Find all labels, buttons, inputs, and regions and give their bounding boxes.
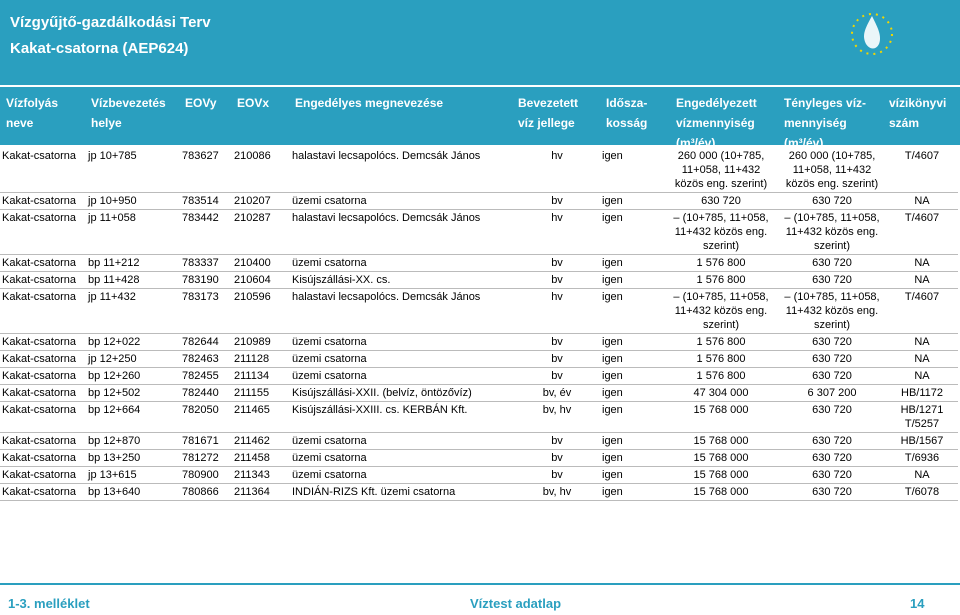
cell-place: jp 13+615	[86, 467, 180, 484]
cell-y: 783190	[180, 272, 232, 289]
cell-period: igen	[600, 368, 664, 385]
cell-y: 783173	[180, 289, 232, 334]
cell-allowed: 1 576 800	[664, 368, 778, 385]
cell-y: 782050	[180, 402, 232, 433]
cell-name: Kakat-csatorna	[0, 402, 86, 433]
cell-owner: üzemi csatorna	[290, 433, 514, 450]
cell-actual: 630 720	[778, 351, 886, 368]
cell-period: igen	[600, 484, 664, 501]
cell-period: igen	[600, 467, 664, 484]
cell-book: NA	[886, 368, 958, 385]
water-drop-logo-icon	[844, 6, 900, 62]
footer-annex: 1-3. melléklet	[8, 596, 90, 611]
col-header-bevezetes: Vízbevezetés helye	[91, 96, 166, 130]
cell-allowed: 15 768 000	[664, 450, 778, 467]
cell-book: T/4607	[886, 289, 958, 334]
cell-place: bp 12+870	[86, 433, 180, 450]
cell-y: 781671	[180, 433, 232, 450]
cell-x: 211364	[232, 484, 290, 501]
cell-type: bv, év	[514, 385, 600, 402]
table-row	[0, 467, 958, 484]
col-header-eovy: EOVy	[185, 96, 217, 110]
cell-owner: halastavi lecsapolócs. Demcsák János	[290, 148, 514, 193]
cell-allowed: 15 768 000	[664, 467, 778, 484]
cell-name: Kakat-csatorna	[0, 385, 86, 402]
cell-x: 210596	[232, 289, 290, 334]
cell-allowed: 1 576 800	[664, 351, 778, 368]
cell-period: igen	[600, 148, 664, 193]
cell-book: T/4607	[886, 148, 958, 193]
cell-place: jp 12+250	[86, 351, 180, 368]
cell-period: igen	[600, 255, 664, 272]
cell-actual: 630 720	[778, 272, 886, 289]
cell-actual: 630 720	[778, 467, 886, 484]
cell-type: bv	[514, 450, 600, 467]
cell-name: Kakat-csatorna	[0, 148, 86, 193]
cell-y: 782440	[180, 385, 232, 402]
cell-period: igen	[600, 450, 664, 467]
cell-place: bp 13+250	[86, 450, 180, 467]
cell-x: 210207	[232, 193, 290, 210]
footer-title: Víztest adatlap	[470, 596, 562, 611]
cell-allowed: 15 768 000	[664, 484, 778, 501]
cell-book: HB/1271 T/5257	[886, 402, 958, 433]
cell-x: 210086	[232, 148, 290, 193]
col-header-vizfolyas: Vízfolyás neve	[6, 96, 59, 130]
col-header-megnevezes: Engedélyes megnevezése	[295, 96, 444, 110]
cell-actual: 630 720	[778, 433, 886, 450]
cell-allowed: – (10+785, 11+058, 11+432 közös eng. szerint)	[664, 289, 778, 334]
cell-place: bp 12+260	[86, 368, 180, 385]
cell-type: bv	[514, 368, 600, 385]
table-row	[0, 272, 958, 289]
table-row	[0, 351, 958, 368]
cell-book: HB/1172	[886, 385, 958, 402]
col-header-bevezetett: Bevezetett víz jellege	[518, 96, 579, 130]
table-row	[0, 255, 958, 272]
table-row	[0, 193, 958, 210]
cell-type: bv, hv	[514, 402, 600, 433]
cell-y: 782644	[180, 334, 232, 351]
cell-book: NA	[886, 255, 958, 272]
cell-y: 783442	[180, 210, 232, 255]
cell-place: bp 13+640	[86, 484, 180, 501]
cell-owner: üzemi csatorna	[290, 368, 514, 385]
page-header	[0, 0, 960, 85]
cell-actual: – (10+785, 11+058, 11+432 közös eng. szerint)	[778, 289, 886, 334]
cell-x: 210400	[232, 255, 290, 272]
cell-x: 211128	[232, 351, 290, 368]
cell-place: jp 10+950	[86, 193, 180, 210]
cell-owner: üzemi csatorna	[290, 255, 514, 272]
col-header-vizikonyv: vízikönyvi szám	[889, 96, 947, 130]
cell-name: Kakat-csatorna	[0, 210, 86, 255]
cell-actual: 630 720	[778, 334, 886, 351]
table-row	[0, 402, 958, 433]
cell-name: Kakat-csatorna	[0, 351, 86, 368]
cell-type: bv	[514, 351, 600, 368]
cell-owner: üzemi csatorna	[290, 450, 514, 467]
cell-allowed: 15 768 000	[664, 433, 778, 450]
cell-owner: üzemi csatorna	[290, 351, 514, 368]
cell-period: igen	[600, 402, 664, 433]
cell-y: 782463	[180, 351, 232, 368]
cell-book: NA	[886, 193, 958, 210]
cell-y: 782455	[180, 368, 232, 385]
col-header-idoszakossag: Idősza- kosság	[606, 96, 648, 130]
cell-y: 783337	[180, 255, 232, 272]
table-row	[0, 484, 958, 501]
cell-name: Kakat-csatorna	[0, 450, 86, 467]
cell-owner: INDIÁN-RIZS Kft. üzemi csatorna	[290, 484, 514, 501]
cell-owner: Kisújszállási-XXIII. cs. KERBÁN Kft.	[290, 402, 514, 433]
cell-name: Kakat-csatorna	[0, 467, 86, 484]
cell-name: Kakat-csatorna	[0, 368, 86, 385]
cell-x: 211134	[232, 368, 290, 385]
cell-type: bv	[514, 433, 600, 450]
cell-x: 211462	[232, 433, 290, 450]
cell-actual: 630 720	[778, 450, 886, 467]
cell-allowed: 1 576 800	[664, 272, 778, 289]
cell-name: Kakat-csatorna	[0, 255, 86, 272]
cell-period: igen	[600, 334, 664, 351]
cell-allowed: 260 000 (10+785, 11+058, 11+432 közös eng. szerint)	[664, 148, 778, 193]
document-title: Vízgyűjtő-gazdálkodási Terv	[10, 14, 211, 31]
cell-type: bv	[514, 255, 600, 272]
table-row	[0, 450, 958, 467]
cell-name: Kakat-csatorna	[0, 289, 86, 334]
cell-allowed: 1 576 800	[664, 334, 778, 351]
cell-x: 211465	[232, 402, 290, 433]
cell-x: 210989	[232, 334, 290, 351]
cell-x: 211155	[232, 385, 290, 402]
cell-book: NA	[886, 334, 958, 351]
cell-type: bv	[514, 272, 600, 289]
cell-book: T/4607	[886, 210, 958, 255]
cell-type: bv	[514, 334, 600, 351]
cell-actual: 630 720	[778, 368, 886, 385]
cell-actual: 6 307 200	[778, 385, 886, 402]
cell-owner: üzemi csatorna	[290, 334, 514, 351]
table-row	[0, 368, 958, 385]
cell-period: igen	[600, 272, 664, 289]
cell-place: bp 12+502	[86, 385, 180, 402]
cell-period: igen	[600, 433, 664, 450]
cell-name: Kakat-csatorna	[0, 272, 86, 289]
cell-allowed: – (10+785, 11+058, 11+432 közös eng. szerint)	[664, 210, 778, 255]
cell-type: hv	[514, 210, 600, 255]
cell-owner: halastavi lecsapolócs. Demcsák János	[290, 289, 514, 334]
cell-name: Kakat-csatorna	[0, 193, 86, 210]
cell-place: bp 11+212	[86, 255, 180, 272]
cell-book: T/6078	[886, 484, 958, 501]
col-header-eovx: EOVx	[237, 96, 270, 110]
cell-y: 783627	[180, 148, 232, 193]
cell-period: igen	[600, 289, 664, 334]
cell-actual: 630 720	[778, 484, 886, 501]
cell-place: jp 11+432	[86, 289, 180, 334]
table-row	[0, 385, 958, 402]
table-header	[0, 87, 960, 150]
cell-type: hv	[514, 289, 600, 334]
cell-type: hv	[514, 148, 600, 193]
cell-y: 783514	[180, 193, 232, 210]
cell-allowed: 1 576 800	[664, 255, 778, 272]
table-row	[0, 210, 958, 255]
cell-book: HB/1567	[886, 433, 958, 450]
cell-actual: 630 720	[778, 193, 886, 210]
table-row	[0, 289, 958, 334]
cell-place: jp 10+785	[86, 148, 180, 193]
cell-place: bp 12+022	[86, 334, 180, 351]
cell-place: bp 11+428	[86, 272, 180, 289]
discharge-table	[0, 148, 958, 501]
cell-allowed: 47 304 000	[664, 385, 778, 402]
cell-period: igen	[600, 193, 664, 210]
cell-actual: 630 720	[778, 255, 886, 272]
cell-x: 211458	[232, 450, 290, 467]
cell-type: bv	[514, 467, 600, 484]
cell-y: 781272	[180, 450, 232, 467]
cell-name: Kakat-csatorna	[0, 334, 86, 351]
cell-place: bp 12+664	[86, 402, 180, 433]
cell-owner: halastavi lecsapolócs. Demcsák János	[290, 210, 514, 255]
cell-owner: üzemi csatorna	[290, 193, 514, 210]
cell-book: NA	[886, 272, 958, 289]
cell-allowed: 15 768 000	[664, 402, 778, 433]
cell-actual: 630 720	[778, 402, 886, 433]
cell-owner: üzemi csatorna	[290, 467, 514, 484]
col-header-engedelyezett: Engedélyezett vízmennyiség (m³/év)	[676, 96, 757, 150]
cell-owner: Kisújszállási-XXII. (belvíz, öntözővíz)	[290, 385, 514, 402]
cell-y: 780866	[180, 484, 232, 501]
cell-owner: Kisújszállási-XX. cs.	[290, 272, 514, 289]
cell-actual: 260 000 (10+785, 11+058, 11+432 közös eng. szerint)	[778, 148, 886, 193]
cell-book: NA	[886, 351, 958, 368]
cell-name: Kakat-csatorna	[0, 433, 86, 450]
document-subtitle: Kakat-csatorna (AEP624)	[10, 40, 189, 57]
cell-name: Kakat-csatorna	[0, 484, 86, 501]
cell-period: igen	[600, 210, 664, 255]
table-row	[0, 148, 958, 193]
cell-type: bv, hv	[514, 484, 600, 501]
cell-period: igen	[600, 385, 664, 402]
table-row	[0, 433, 958, 450]
footer-divider	[0, 583, 960, 585]
cell-actual: – (10+785, 11+058, 11+432 közös eng. szerint)	[778, 210, 886, 255]
table-row	[0, 334, 958, 351]
cell-book: NA	[886, 467, 958, 484]
cell-allowed: 630 720	[664, 193, 778, 210]
cell-period: igen	[600, 351, 664, 368]
cell-y: 780900	[180, 467, 232, 484]
cell-place: jp 11+058	[86, 210, 180, 255]
cell-x: 210604	[232, 272, 290, 289]
col-header-tenyleges: Tényleges víz- mennyiség (m³/év)	[784, 96, 867, 150]
cell-x: 210287	[232, 210, 290, 255]
cell-x: 211343	[232, 467, 290, 484]
cell-type: bv	[514, 193, 600, 210]
cell-book: T/6936	[886, 450, 958, 467]
footer-page-number: 14	[910, 596, 925, 611]
